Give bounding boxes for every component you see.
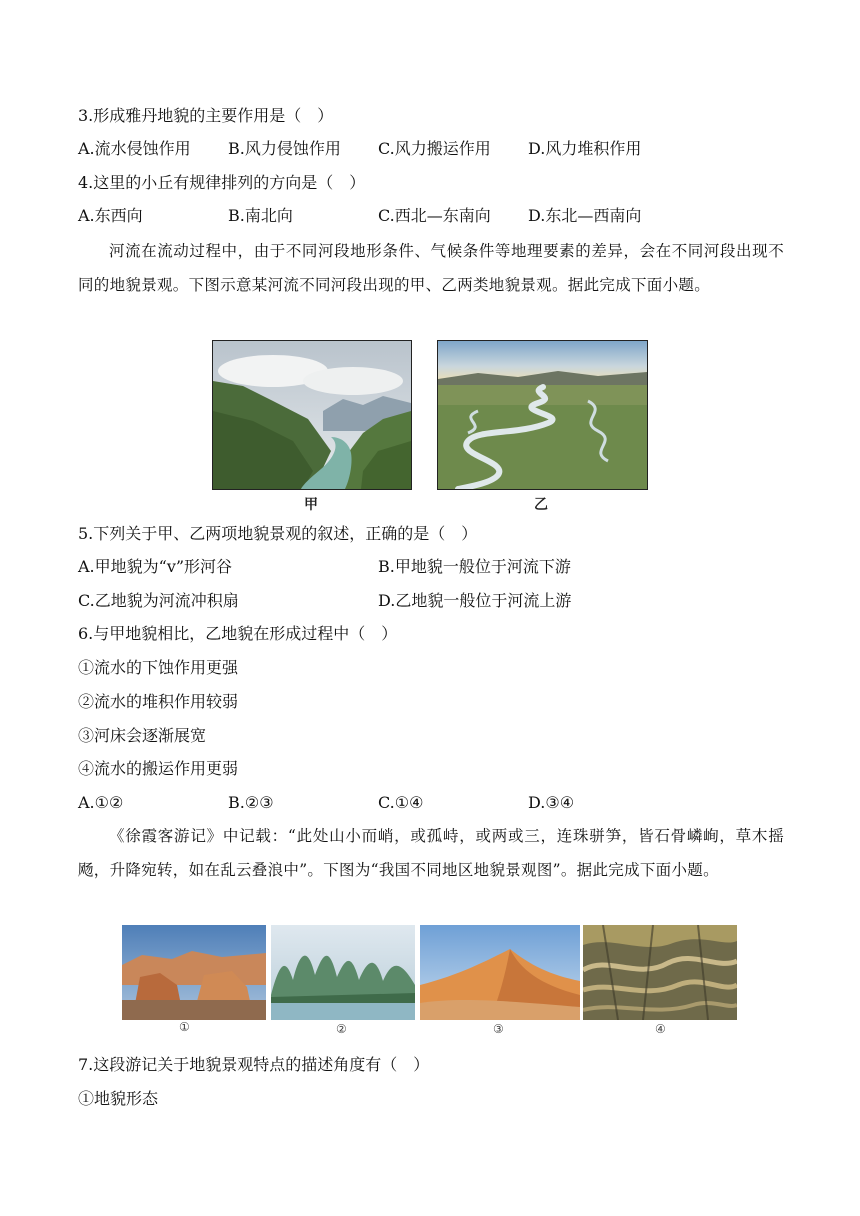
q4-option-b: B.南北向 <box>228 206 293 225</box>
question-4-stem: 4.这里的小丘有规律排列的方向是（ ） <box>78 173 366 192</box>
label-photo-3: ③ <box>493 1022 504 1036</box>
q6-item-4: ④流水的搬运作用更弱 <box>78 759 239 778</box>
q3-option-a: A.流水侵蚀作用 <box>78 139 191 158</box>
photo-4-loess-gullies <box>583 925 737 1020</box>
q5-option-c: C.乙地貌为河流冲积扇 <box>78 591 239 610</box>
question-4-options <box>78 205 798 227</box>
q5-option-d: D.乙地貌一般位于河流上游 <box>378 591 572 610</box>
q6-option-d: D.③④ <box>528 793 575 812</box>
q3-option-c: C.风力搬运作用 <box>378 139 491 158</box>
question-6-options <box>78 792 798 814</box>
q6-item-1: ①流水的下蚀作用更强 <box>78 658 239 677</box>
q4-option-a: A.东西向 <box>78 206 143 225</box>
q4-option-c: C.西北—东南向 <box>378 206 491 225</box>
q6-item-3: ③河床会逐渐展宽 <box>78 726 207 745</box>
question-7-stem: 7.这段游记关于地貌景观特点的描述角度有（ ） <box>78 1055 430 1074</box>
q3-option-d: D.风力堆积作用 <box>528 139 642 158</box>
photo-1-yardang <box>122 925 266 1020</box>
q6-option-c: C.①④ <box>378 793 424 812</box>
photo-jia-canyon <box>212 340 412 490</box>
q5-option-a: A.甲地貌为“v”形河谷 <box>78 557 233 576</box>
question-6-stem: 6.与甲地貌相比，乙地貌在形成过程中（ ） <box>78 624 398 643</box>
passage-river-landforms: 河流在流动过程中，由于不同河段地形条件、气候条件等地理要素的差异，会在不同河段出现不同的地貌景观。下图示意某河流不同河段出现的甲、乙两类地貌景观。据此完成下面小题。 <box>78 242 784 294</box>
question-5-stem: 5.下列关于甲、乙两项地貌景观的叙述，正确的是（ ） <box>78 524 478 543</box>
q6-option-b: B.②③ <box>228 793 274 812</box>
q7-item-1: ①地貌形态 <box>78 1089 159 1108</box>
passage-xu-xiake: 《徐霞客游记》中记载：“此处山小而峭，或孤峙，或两或三，连珠骈笋，皆石骨嶙峋，草木摇飏，升降宛转，如在乱云叠浪中”。下图为“我国不同地区地貌景观图”。据此完成下面小题。 <box>78 827 784 879</box>
photo-yi-meander <box>437 340 648 490</box>
photo-3-sand-dune <box>420 925 580 1020</box>
photo-2-karst-peaks <box>271 925 415 1020</box>
q6-option-a: A.①② <box>78 793 124 812</box>
question-3-options <box>78 138 798 160</box>
q5-option-b: B.甲地貌一般位于河流下游 <box>378 557 571 576</box>
caption-yi: 乙 <box>534 497 548 513</box>
q3-option-b: B.风力侵蚀作用 <box>228 139 341 158</box>
q4-option-d: D.东北—西南向 <box>528 206 642 225</box>
question-5-options-row2 <box>78 590 798 612</box>
label-photo-2: ② <box>336 1022 347 1036</box>
label-photo-4: ④ <box>655 1022 666 1036</box>
question-5-options-row1 <box>78 556 798 578</box>
question-3-stem: 3.形成雅丹地貌的主要作用是（ ） <box>78 106 334 125</box>
label-photo-1: ① <box>179 1020 190 1034</box>
caption-jia: 甲 <box>304 497 318 513</box>
q6-item-2: ②流水的堆积作用较弱 <box>78 692 239 711</box>
